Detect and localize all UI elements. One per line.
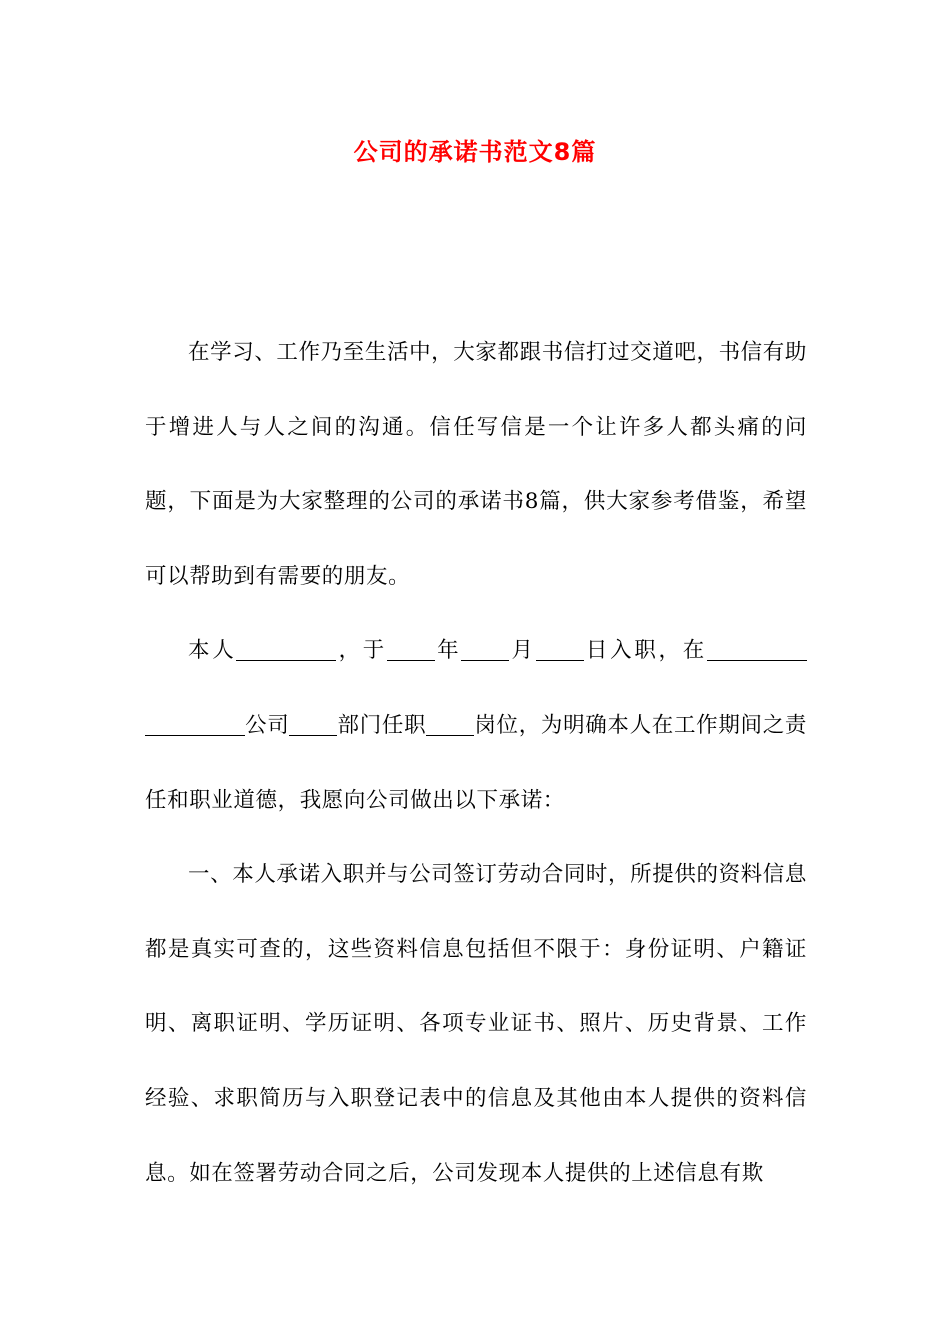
month-blank[interactable] <box>461 638 509 662</box>
company-blank-1[interactable] <box>707 638 807 662</box>
form-text-month: 月 <box>509 638 536 664</box>
commitment-form-paragraph <box>145 614 807 838</box>
year-blank[interactable] <box>387 638 435 662</box>
day-blank[interactable] <box>536 638 584 662</box>
form-text-year: 年 <box>435 638 462 664</box>
form-text-department: 部门任职 <box>337 712 427 738</box>
company-blank-2[interactable] <box>145 712 245 736</box>
clause-one-paragraph: 一、本人承诺入职并与公司签订劳动合同时，所提供的资料信息都是真实可查的，这些资料信息包括但不限于：身份证明、户籍证明、离职证明、学历证明、各项专业证书、照片、历史背景、工作经验、求职简历与入职登记表中的信息及其他由本人提供的资料信息。如在签署劳动合同之后，公司发现本人提供的上述信息有欺 <box>145 862 807 1186</box>
position-blank[interactable] <box>426 712 474 736</box>
form-text-day: 日入职，在 <box>583 638 707 664</box>
document-title: 公司的承诺书范文8篇 <box>353 138 597 166</box>
form-text-position: 岗位，为明确本人在工作期间之责任和职业道德，我愿向公司做出以下承诺： <box>145 712 807 813</box>
intro-paragraph: 在学习、工作乃至生活中，大家都跟书信打过交道吧，书信有助于增进人与人之间的沟通。信任写信是一个让许多人都头痛的问题，下面是为大家整理的公司的承诺书8篇，供大家参考借鉴，希望可以帮助到有需要的朋友。 <box>145 340 807 589</box>
name-blank[interactable] <box>236 638 336 662</box>
form-text-on: ，于 <box>336 638 388 664</box>
document-body <box>145 316 807 1211</box>
department-blank[interactable] <box>289 712 337 736</box>
form-text-self: 本人 <box>188 638 237 664</box>
form-text-company: 公司 <box>245 712 290 738</box>
